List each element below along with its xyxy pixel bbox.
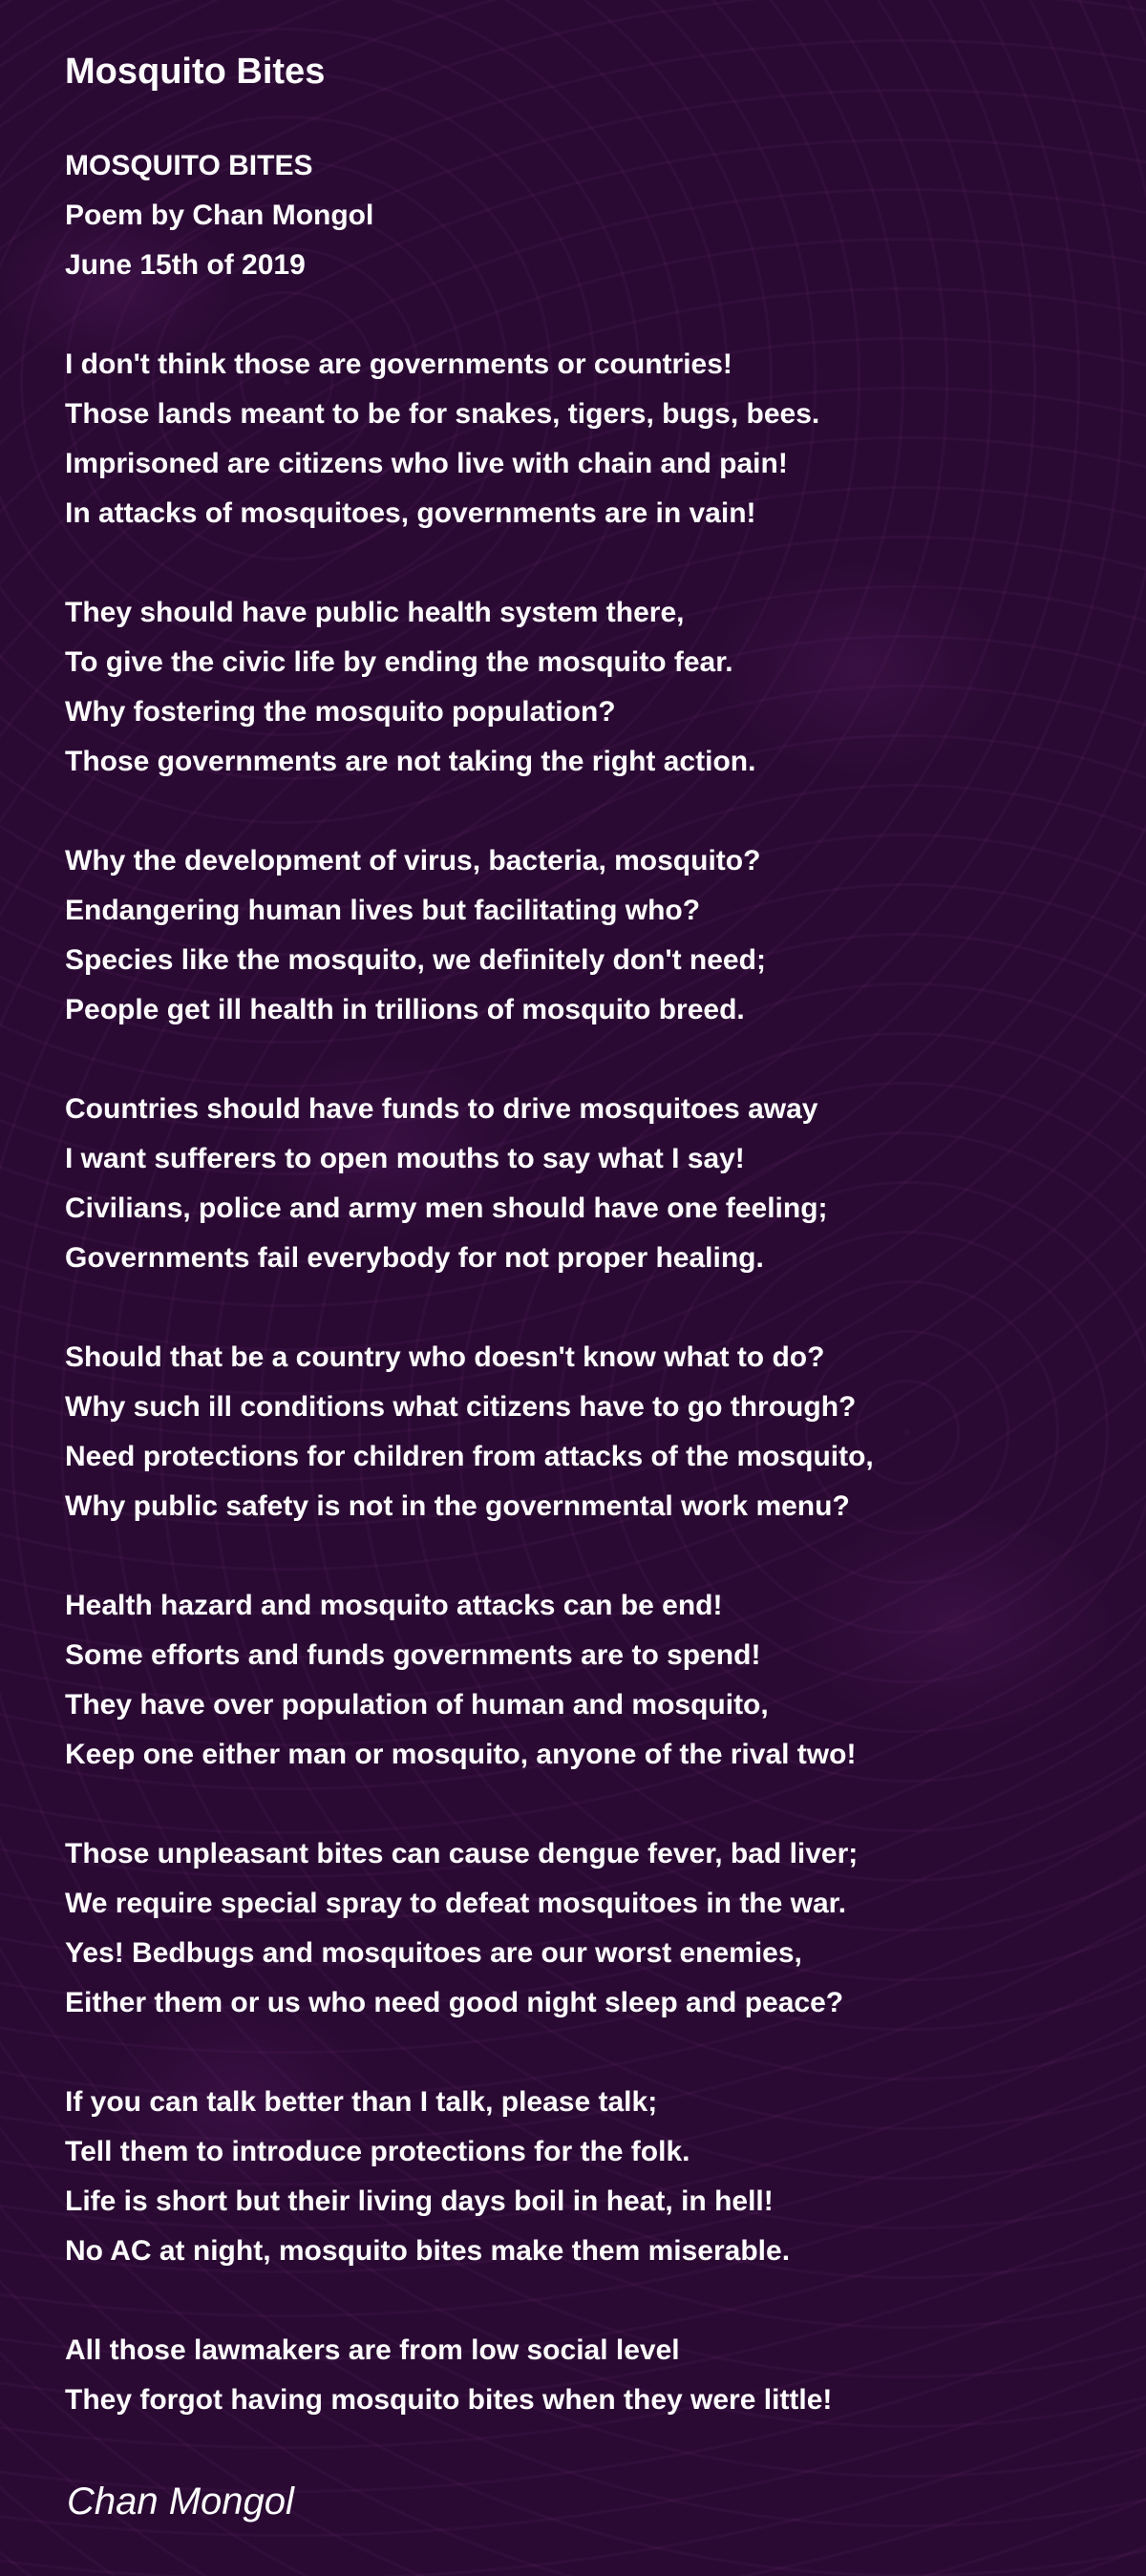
- poem-header-line: Poem by Chan Mongol: [65, 200, 374, 231]
- stanza-spacer: [65, 787, 1146, 836]
- poem-line: Tell them to introduce protections for the folk.: [65, 2136, 690, 2167]
- poem-line: If you can talk better than I talk, please talk;: [65, 2086, 658, 2118]
- poem-line: Why public safety is not in the governmental work menu?: [65, 1490, 850, 1522]
- poem-line: No AC at night, mosquito bites make them miserable.: [65, 2235, 791, 2267]
- author-signature: Chan Mongol: [67, 2481, 294, 2523]
- poem-line: Yes! Bedbugs and mosquitoes are our worst enemies,: [65, 1937, 802, 1969]
- stanza: [65, 1829, 1146, 2028]
- poem-line: Imprisoned are citizens who live with chain and pain!: [65, 448, 788, 479]
- stanza: [65, 836, 1146, 1035]
- poem-line: They have over population of human and mosquito,: [65, 1689, 769, 1721]
- poem-line: I want sufferers to open mouths to say what I say!: [65, 1143, 745, 1174]
- stanza-spacer: [65, 1035, 1146, 1085]
- poem-line: In attacks of mosquitoes, governments are in vain!: [65, 497, 756, 529]
- poem-line: I don't think those are governments or countries!: [65, 348, 732, 380]
- poem-body: [65, 141, 1146, 2425]
- stanza-spacer: [65, 2028, 1146, 2078]
- poem-header-line: MOSQUITO BITES: [65, 150, 313, 181]
- poem-line: People get ill health in trillions of mosquito breed.: [65, 994, 745, 1025]
- poem-line: Those lands meant to be for snakes, tigers, bugs, bees.: [65, 398, 820, 430]
- poem-line: We require special spray to defeat mosquitoes in the war.: [65, 1888, 847, 1919]
- stanza-spacer: [65, 538, 1146, 588]
- poem-line: All those lawmakers are from low social level: [65, 2334, 680, 2366]
- stanza-spacer: [65, 2276, 1146, 2326]
- poem-line: Keep one either man or mosquito, anyone of the rival two!: [65, 1739, 857, 1770]
- stanza: [65, 1581, 1146, 1780]
- poem-line: Life is short but their living days boil in heat, in hell!: [65, 2185, 774, 2217]
- poem-line: Those governments are not taking the right action.: [65, 746, 756, 777]
- stanza: [65, 1085, 1146, 1283]
- stanza-spacer: [65, 290, 1146, 340]
- poem-line: Some efforts and funds governments are to spend!: [65, 1639, 761, 1671]
- poem-line: Why fostering the mosquito population?: [65, 696, 616, 728]
- stanza-spacer: [65, 1780, 1146, 1829]
- stanza: [65, 2078, 1146, 2276]
- stanza: [65, 340, 1146, 538]
- poem-line: Those unpleasant bites can cause dengue fever, bad liver;: [65, 1838, 859, 1869]
- stanza-spacer: [65, 1283, 1146, 1333]
- stanza: [65, 588, 1146, 787]
- stanza-spacer: [65, 1531, 1146, 1581]
- stanza: [65, 1333, 1146, 1531]
- poem-header-line: June 15th of 2019: [65, 249, 306, 281]
- poem-line: Either them or us who need good night sleep and peace?: [65, 1987, 844, 2018]
- poem-line: Civilians, police and army men should have one feeling;: [65, 1193, 828, 1224]
- poem-line: They forgot having mosquito bites when they were little!: [65, 2384, 833, 2416]
- page-title: Mosquito Bites: [65, 52, 326, 92]
- poem-line: Governments fail everybody for not proper healing.: [65, 1242, 764, 1274]
- poem-header: [65, 141, 1146, 290]
- poem-line: Species like the mosquito, we definitely don't need;: [65, 944, 766, 976]
- poem-line: Health hazard and mosquito attacks can be end!: [65, 1590, 723, 1621]
- poem-line: Should that be a country who doesn't know what to do?: [65, 1341, 825, 1373]
- poem-line: Endangering human lives but facilitating who?: [65, 895, 701, 926]
- poem-line: Why the development of virus, bacteria, mosquito?: [65, 845, 761, 876]
- poem-line: They should have public health system there,: [65, 597, 685, 628]
- poem-line: Countries should have funds to drive mosquitoes away: [65, 1093, 818, 1125]
- stanza: [65, 2326, 1146, 2425]
- poem-line: Why such ill conditions what citizens have to go through?: [65, 1391, 857, 1423]
- poem-line: To give the civic life by ending the mosquito fear.: [65, 646, 733, 678]
- poem-line: Need protections for children from attacks of the mosquito,: [65, 1441, 874, 1472]
